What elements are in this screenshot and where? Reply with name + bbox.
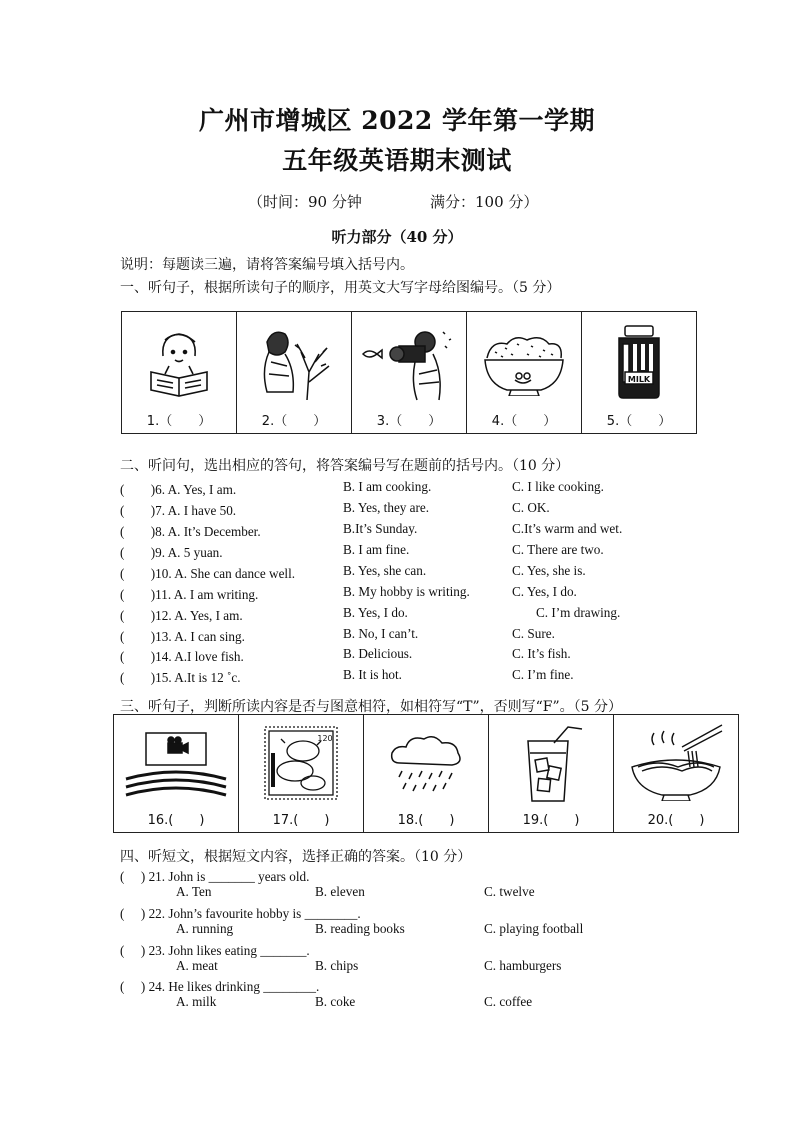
- part1-cell-2: [237, 312, 352, 434]
- part2-option-c: C. I’m drawing.: [536, 605, 621, 620]
- part2-option-b: B. I am fine.: [343, 542, 410, 557]
- part2-option-c: C. There are two.: [512, 542, 604, 557]
- page-title-line2: 五年级英语期末测试: [282, 146, 512, 175]
- part2-row: [120, 521, 680, 541]
- part2-question: ( )15. A.It is 12 ˚c.: [120, 670, 241, 685]
- part3-cell-16: [114, 715, 239, 833]
- part2-option-c: C. OK.: [512, 500, 550, 515]
- part1-cell-3: [352, 312, 467, 434]
- part4-heading: 四、听短文，根据短文内容，选择正确的答案。（10 分）: [120, 849, 472, 865]
- part2-question: ( )8. A. It’s December.: [120, 524, 261, 539]
- part3-label-18: 18.( ): [397, 813, 455, 828]
- part2-row: [120, 646, 680, 666]
- instruction-text: 说明：每题读三遍，请将答案编号填入括号内。: [120, 257, 414, 273]
- part1-label-3: 3.（ ）: [376, 414, 442, 429]
- part1-label-5: 5.（ ）: [606, 414, 672, 429]
- part4-option-a: A. running: [176, 921, 234, 936]
- part4-question: ( ) 22. John’s favourite hobby is ________.: [120, 906, 361, 921]
- part2-row: [120, 584, 680, 604]
- part2-option-c: C. Yes, she is.: [512, 563, 586, 578]
- part2-question: ( )14. A.I love fish.: [120, 649, 244, 664]
- part2-option-c: C. I’m fine.: [512, 667, 574, 682]
- part1-label-4: 4.（ ）: [491, 414, 557, 429]
- part1-heading: 一、听句子，根据所读句子的顺序，用英文大写字母给图编号。（5 分）: [120, 280, 561, 296]
- part4-option-b: B. eleven: [315, 884, 365, 899]
- part4-option-b: B. chips: [315, 958, 359, 973]
- part1-cell-4: [467, 312, 582, 434]
- part2-heading: 二、听问句，选出相应的答句，将答案编号写在题前的括号内。（10 分）: [120, 458, 570, 474]
- iced-drink-icon: [516, 723, 586, 803]
- part2-row: [120, 563, 680, 583]
- part3-label-19: 19.( ): [522, 813, 580, 828]
- girl-winter-tree-icon: [249, 322, 339, 402]
- part1-cell-1: [122, 312, 237, 434]
- part4-option-c: C. coffee: [484, 994, 533, 1009]
- part2-option-b: B. Yes, I do.: [343, 605, 408, 620]
- part2-option-b: B. It is hot.: [343, 667, 402, 682]
- part4-question: ( ) 24. He likes drinking ________.: [120, 979, 320, 994]
- part2-question: ( )6. A. Yes, I am.: [120, 482, 237, 497]
- page-title-line1: 广州市增城区 2022 学年第一学期: [199, 106, 595, 135]
- part2-option-c: C. I like cooking.: [512, 479, 604, 494]
- part4-option-a: A. meat: [176, 958, 218, 973]
- part4-question: ( ) 23. John likes eating _______.: [120, 943, 310, 958]
- part4-question: ( ) 21. John is _______ years old.: [120, 869, 310, 884]
- part2-row: [120, 667, 680, 687]
- part4-option-b: B. coke: [315, 994, 356, 1009]
- part3-heading: 三、听句子，判断所读内容是否与图意相符，如相符写“T”，否则写“F”。（5 分）: [120, 699, 623, 715]
- part2-option-b: B. I am cooking.: [343, 479, 432, 494]
- part2-option-c: C. Sure.: [512, 626, 555, 641]
- part1-cell-5: [582, 312, 697, 434]
- rain-cloud-icon: [386, 733, 466, 797]
- milk-label-text: MILK: [627, 375, 651, 384]
- part2-question: ( )7. A. I have 50.: [120, 503, 237, 518]
- part3-picture-table: [113, 714, 739, 833]
- part2-question: ( )13. A. I can sing.: [120, 629, 245, 644]
- part4-option-a: A. milk: [176, 994, 217, 1009]
- milk-jar-icon: [609, 322, 669, 402]
- part2-option-b: B. No, I can’t.: [343, 626, 419, 641]
- stamp-value: 120: [317, 734, 333, 743]
- part3-label-16: 16.( ): [147, 813, 205, 828]
- part3-cell-17: [239, 715, 364, 833]
- part2-option-b: B. Yes, she can.: [343, 563, 427, 578]
- part2-row: [120, 479, 680, 499]
- noodle-bowl-icon: [628, 723, 724, 801]
- boy-reading-icon: [139, 326, 219, 398]
- part2-question: ( )10. A. She can dance well.: [120, 566, 296, 581]
- exam-score: 满分：100 分）: [430, 193, 539, 211]
- part4-option-b: B. reading books: [315, 921, 405, 936]
- part3-cell-20: [614, 715, 739, 833]
- part2-option-c: C.It’s warm and wet.: [512, 521, 623, 536]
- part4-option-c: C. playing football: [484, 921, 584, 936]
- part1-label-2: 2.（ ）: [261, 414, 327, 429]
- part3-label-17: 17.( ): [272, 813, 330, 828]
- part4-option-c: C. hamburgers: [484, 958, 562, 973]
- part2-option-c: C. Yes, I do.: [512, 584, 577, 599]
- part3-cell-19: [489, 715, 614, 833]
- part2-row: [120, 626, 680, 646]
- part2-option-c: C. It’s fish.: [512, 646, 571, 661]
- part2-question: ( )12. A. Yes, I am.: [120, 608, 243, 623]
- part4-option-c: C. twelve: [484, 884, 535, 899]
- part2-question: ( )9. A. 5 yuan.: [120, 545, 223, 560]
- part2-row: [120, 500, 680, 520]
- man-camera-icon: [359, 324, 459, 402]
- part2-option-b: B.It’s Sunday.: [343, 521, 418, 536]
- part1-picture-table: [121, 311, 697, 434]
- part2-row: [120, 542, 680, 562]
- part2-question: ( )11. A. I am writing.: [120, 587, 259, 602]
- cinema-icon: [124, 729, 228, 801]
- listening-section-title: 听力部分（40 分）: [331, 228, 463, 246]
- part1-label-1: 1.（ ）: [146, 414, 212, 429]
- part3-label-20: 20.( ): [647, 813, 705, 828]
- part2-option-b: B. Yes, they are.: [343, 500, 430, 515]
- part2-option-b: B. Delicious.: [343, 646, 413, 661]
- rice-bowl-icon: [481, 332, 567, 396]
- part2-option-b: B. My hobby is writing.: [343, 584, 470, 599]
- part3-cell-18: [364, 715, 489, 833]
- part4-option-a: A. Ten: [176, 884, 212, 899]
- pig-stamp-icon: [259, 723, 343, 803]
- exam-time: （时间：90 分钟: [248, 193, 362, 211]
- part2-row: [120, 605, 680, 625]
